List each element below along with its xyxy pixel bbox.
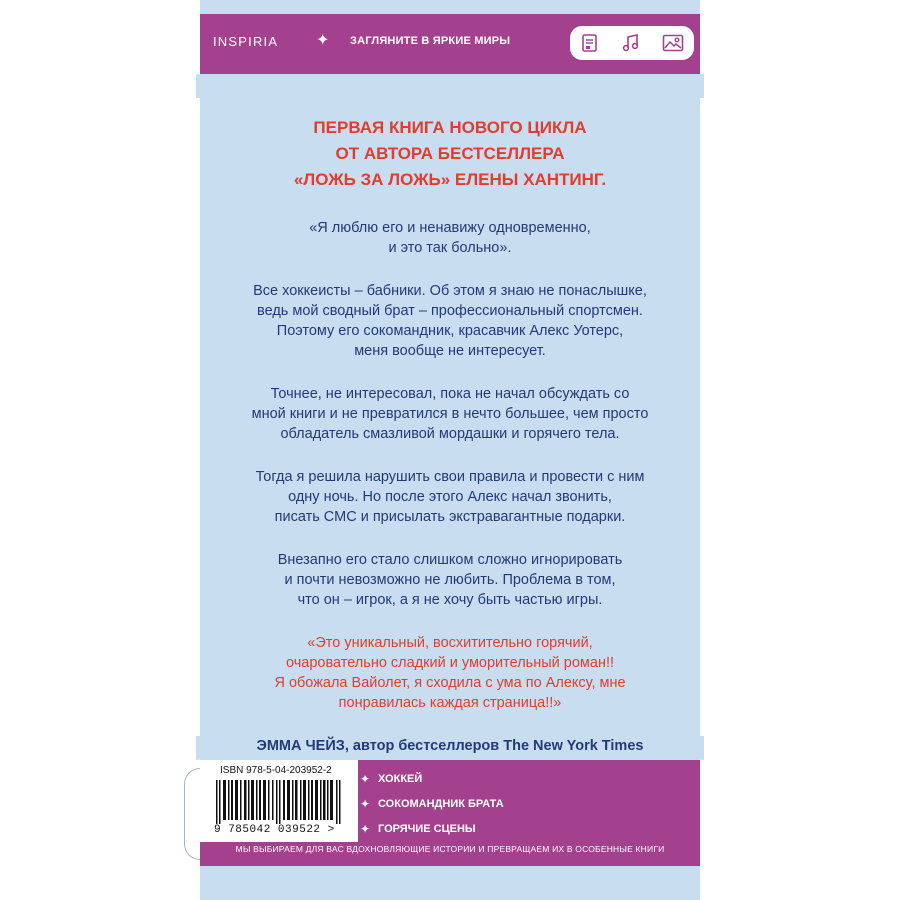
blurb-paragraph [200,281,700,361]
media-icons-pill [570,26,694,60]
header-notch-left [196,74,220,98]
text-line: обладатель смазливой мордашки и горячего тела. [280,426,620,442]
star-icon: ✦ [316,32,330,49]
header-bar [200,14,700,74]
blurb-paragraph [200,384,700,444]
feature-list [360,766,504,841]
review-line: очаровательно сладкий и уморительный роман!! [285,655,615,671]
feature-item [360,816,504,841]
headline-line: ПЕРВАЯ КНИГА НОВОГО ЦИКЛА [313,118,587,137]
blurb-paragraph [200,550,700,610]
blurb-paragraph [200,467,700,527]
header-notch-right [680,74,704,98]
text-line: Тогда я решила нарушить свои правила и провести с ним [255,469,645,485]
image-icon [662,34,684,52]
book-back-cover [200,0,700,900]
text-line: мной книги и не превратился в нечто большее, чем просто [251,406,649,422]
review-line: Я обожала Вайолет, я сходила с ума по Алексу, мне [274,675,626,691]
blurb [200,218,700,779]
barcode [200,760,358,842]
text-line: и это так больно». [388,240,512,256]
review-quote [200,633,700,713]
review-line: понравилась каждая страница!!» [338,695,562,711]
text-line: Все хоккеисты – бабники. Об этом я знаю не понаслышке, [253,283,647,299]
barcode-bars [216,780,344,824]
feature-label: СОКОМАНДНИК БРАТА [378,797,504,810]
text-line: Внезапно его стало слишком сложно игнорировать [277,552,623,568]
feature-label: ХОККЕЙ [378,772,423,785]
text-line: меня вообще не интересует. [354,343,546,359]
feature-item [360,791,504,816]
bottom-block [200,760,700,866]
text-line: ведь мой сводный брат – профессиональный спортсмен. [257,303,643,319]
blurb-quote [200,218,700,258]
text-line: что он – игрок, а я не хочу быть частью игры. [297,592,603,608]
barcode-digits: 9 785042 039522 > [214,824,335,836]
feature-label: ГОРЯЧИЕ СЦЕНЫ [378,822,476,835]
review-author [200,736,700,756]
text-line: Точнее, не интересовал, пока не начал обсуждать со [270,386,630,402]
book-icon [580,33,600,53]
review-line: «Это уникальный, восхитительно горячий, [307,635,593,651]
feature-item [360,766,504,791]
text-line: писать СМС и присылать экстравагантные подарки. [274,509,626,525]
star-icon: ✦ [360,796,371,811]
text-line: и почти невозможно не любить. Проблема в том, [284,572,616,588]
header-tagline: ЗАГЛЯНИТЕ В ЯРКИЕ МИРЫ [350,35,511,47]
footer-slogan: МЫ ВЫБИРАЕМ ДЛЯ ВАС ВДОХНОВЛЯЮЩИЕ ИСТОРИИ И ПРЕВРАЩАЕМ ИХ В ОСОБЕННЫЕ КНИГИ [235,844,665,854]
text-line: Поэтому его сокомандник, красавчик Алекс Уотерс, [276,323,624,339]
review-author-line: ЭММА ЧЕЙЗ, автор бестселлеров The New York Times [256,738,644,754]
text-line: одну ночь. Но после этого Алекс начал звонить, [288,489,612,505]
star-icon: ✦ [360,821,371,836]
text-line: «Я люблю его и ненавижу одновременно, [309,220,591,236]
isbn-text: ISBN 978-5-04-203952-2 [220,765,332,776]
music-note-icon [621,33,641,53]
headline-line: ОТ АВТОРА БЕСТСЕЛЛЕРА [335,144,565,163]
headline [200,115,700,193]
publisher-logo: INSPIRIA [213,34,279,49]
star-icon: ✦ [360,771,371,786]
headline-line: «ЛОЖЬ ЗА ЛОЖЬ» ЕЛЕНЫ ХАНТИНГ. [293,170,607,189]
